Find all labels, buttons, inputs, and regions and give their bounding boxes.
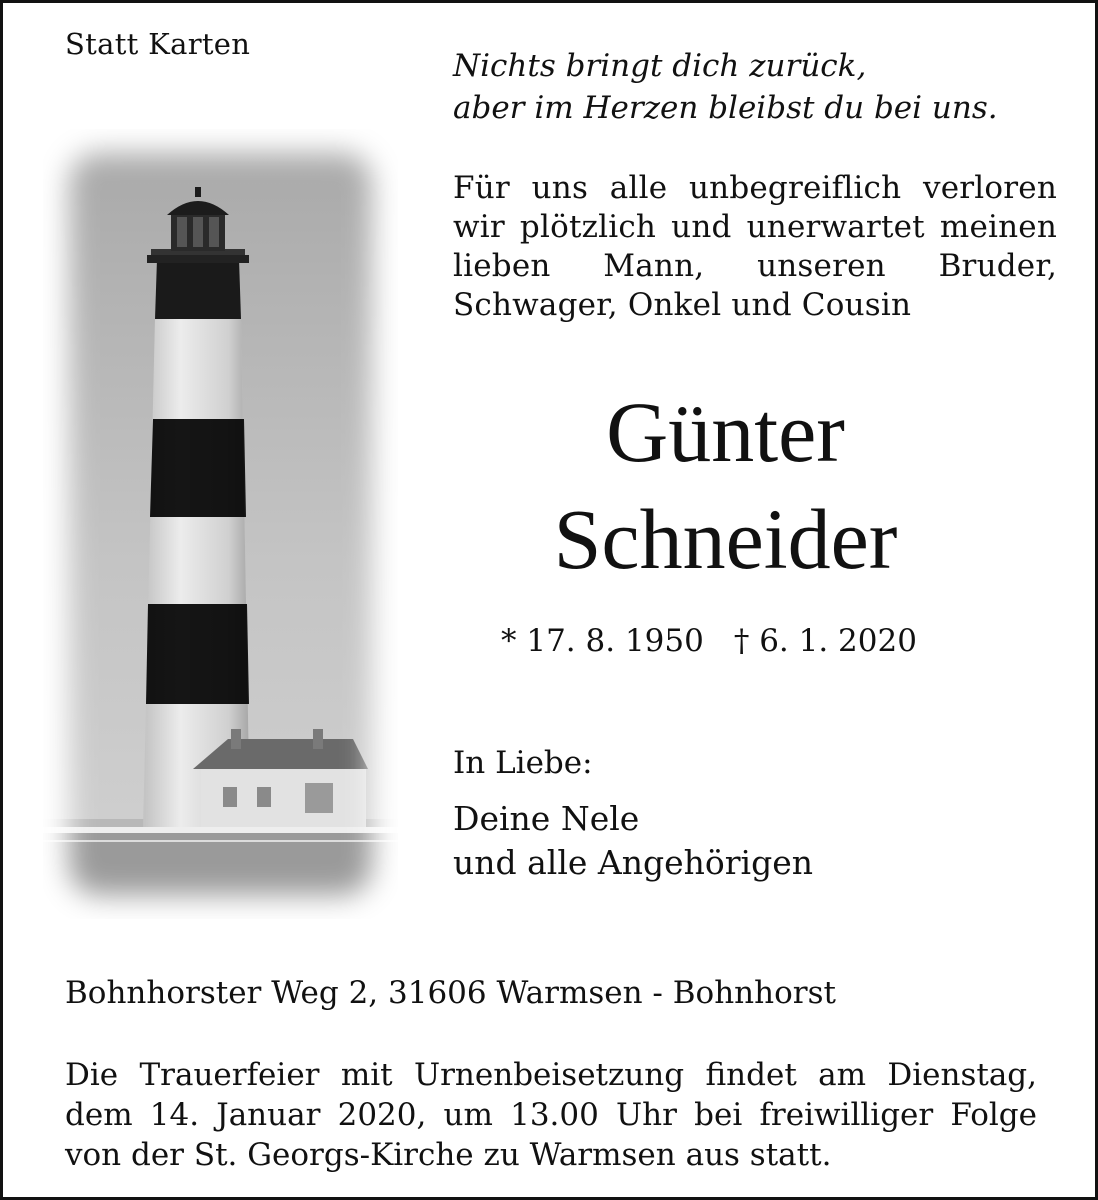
funeral-line: von der St. Georgs-Kirche zu Warmsen aus statt. xyxy=(65,1137,832,1173)
intro-line: Schwager, Onkel und Cousin xyxy=(453,287,912,323)
quote-line: Nichts bringt dich zurück, xyxy=(453,48,867,84)
funeral-details xyxy=(65,1055,1037,1175)
life-dates xyxy=(501,623,917,659)
death-date: † 6. 1. 2020 xyxy=(733,623,917,659)
deceased-name xyxy=(443,379,1008,593)
address: Bohnhorster Weg 2, 31606 Warmsen - Bohnhorst xyxy=(65,975,836,1011)
intro-line: wir plötzlich und unerwartet meinen xyxy=(453,209,1057,245)
intro-line: Für uns alle unbegreiflich verloren xyxy=(453,170,1057,206)
signatory-line: und alle Angehörigen xyxy=(453,843,814,882)
birth-date: * 17. 8. 1950 xyxy=(501,623,704,659)
first-name: Günter xyxy=(606,384,845,480)
header-label: Statt Karten xyxy=(65,27,251,61)
signatory-line: Deine Nele xyxy=(453,799,640,838)
quote-line: aber im Herzen bleibst du bei uns. xyxy=(453,90,998,126)
intro-line: lieben Mann, unseren Bruder, xyxy=(453,248,1057,284)
signatories xyxy=(453,797,813,885)
lighthouse-photo xyxy=(43,129,398,919)
closing-label: In Liebe: xyxy=(453,745,593,781)
funeral-line: Die Trauerfeier mit Urnenbeisetzung findet am Dienstag, xyxy=(65,1057,1037,1093)
intro-text xyxy=(453,169,1057,325)
funeral-line: dem 14. Januar 2020, um 13.00 Uhr bei freiwilliger Folge xyxy=(65,1097,1037,1133)
last-name: Schneider xyxy=(553,491,898,587)
quote xyxy=(453,45,998,129)
